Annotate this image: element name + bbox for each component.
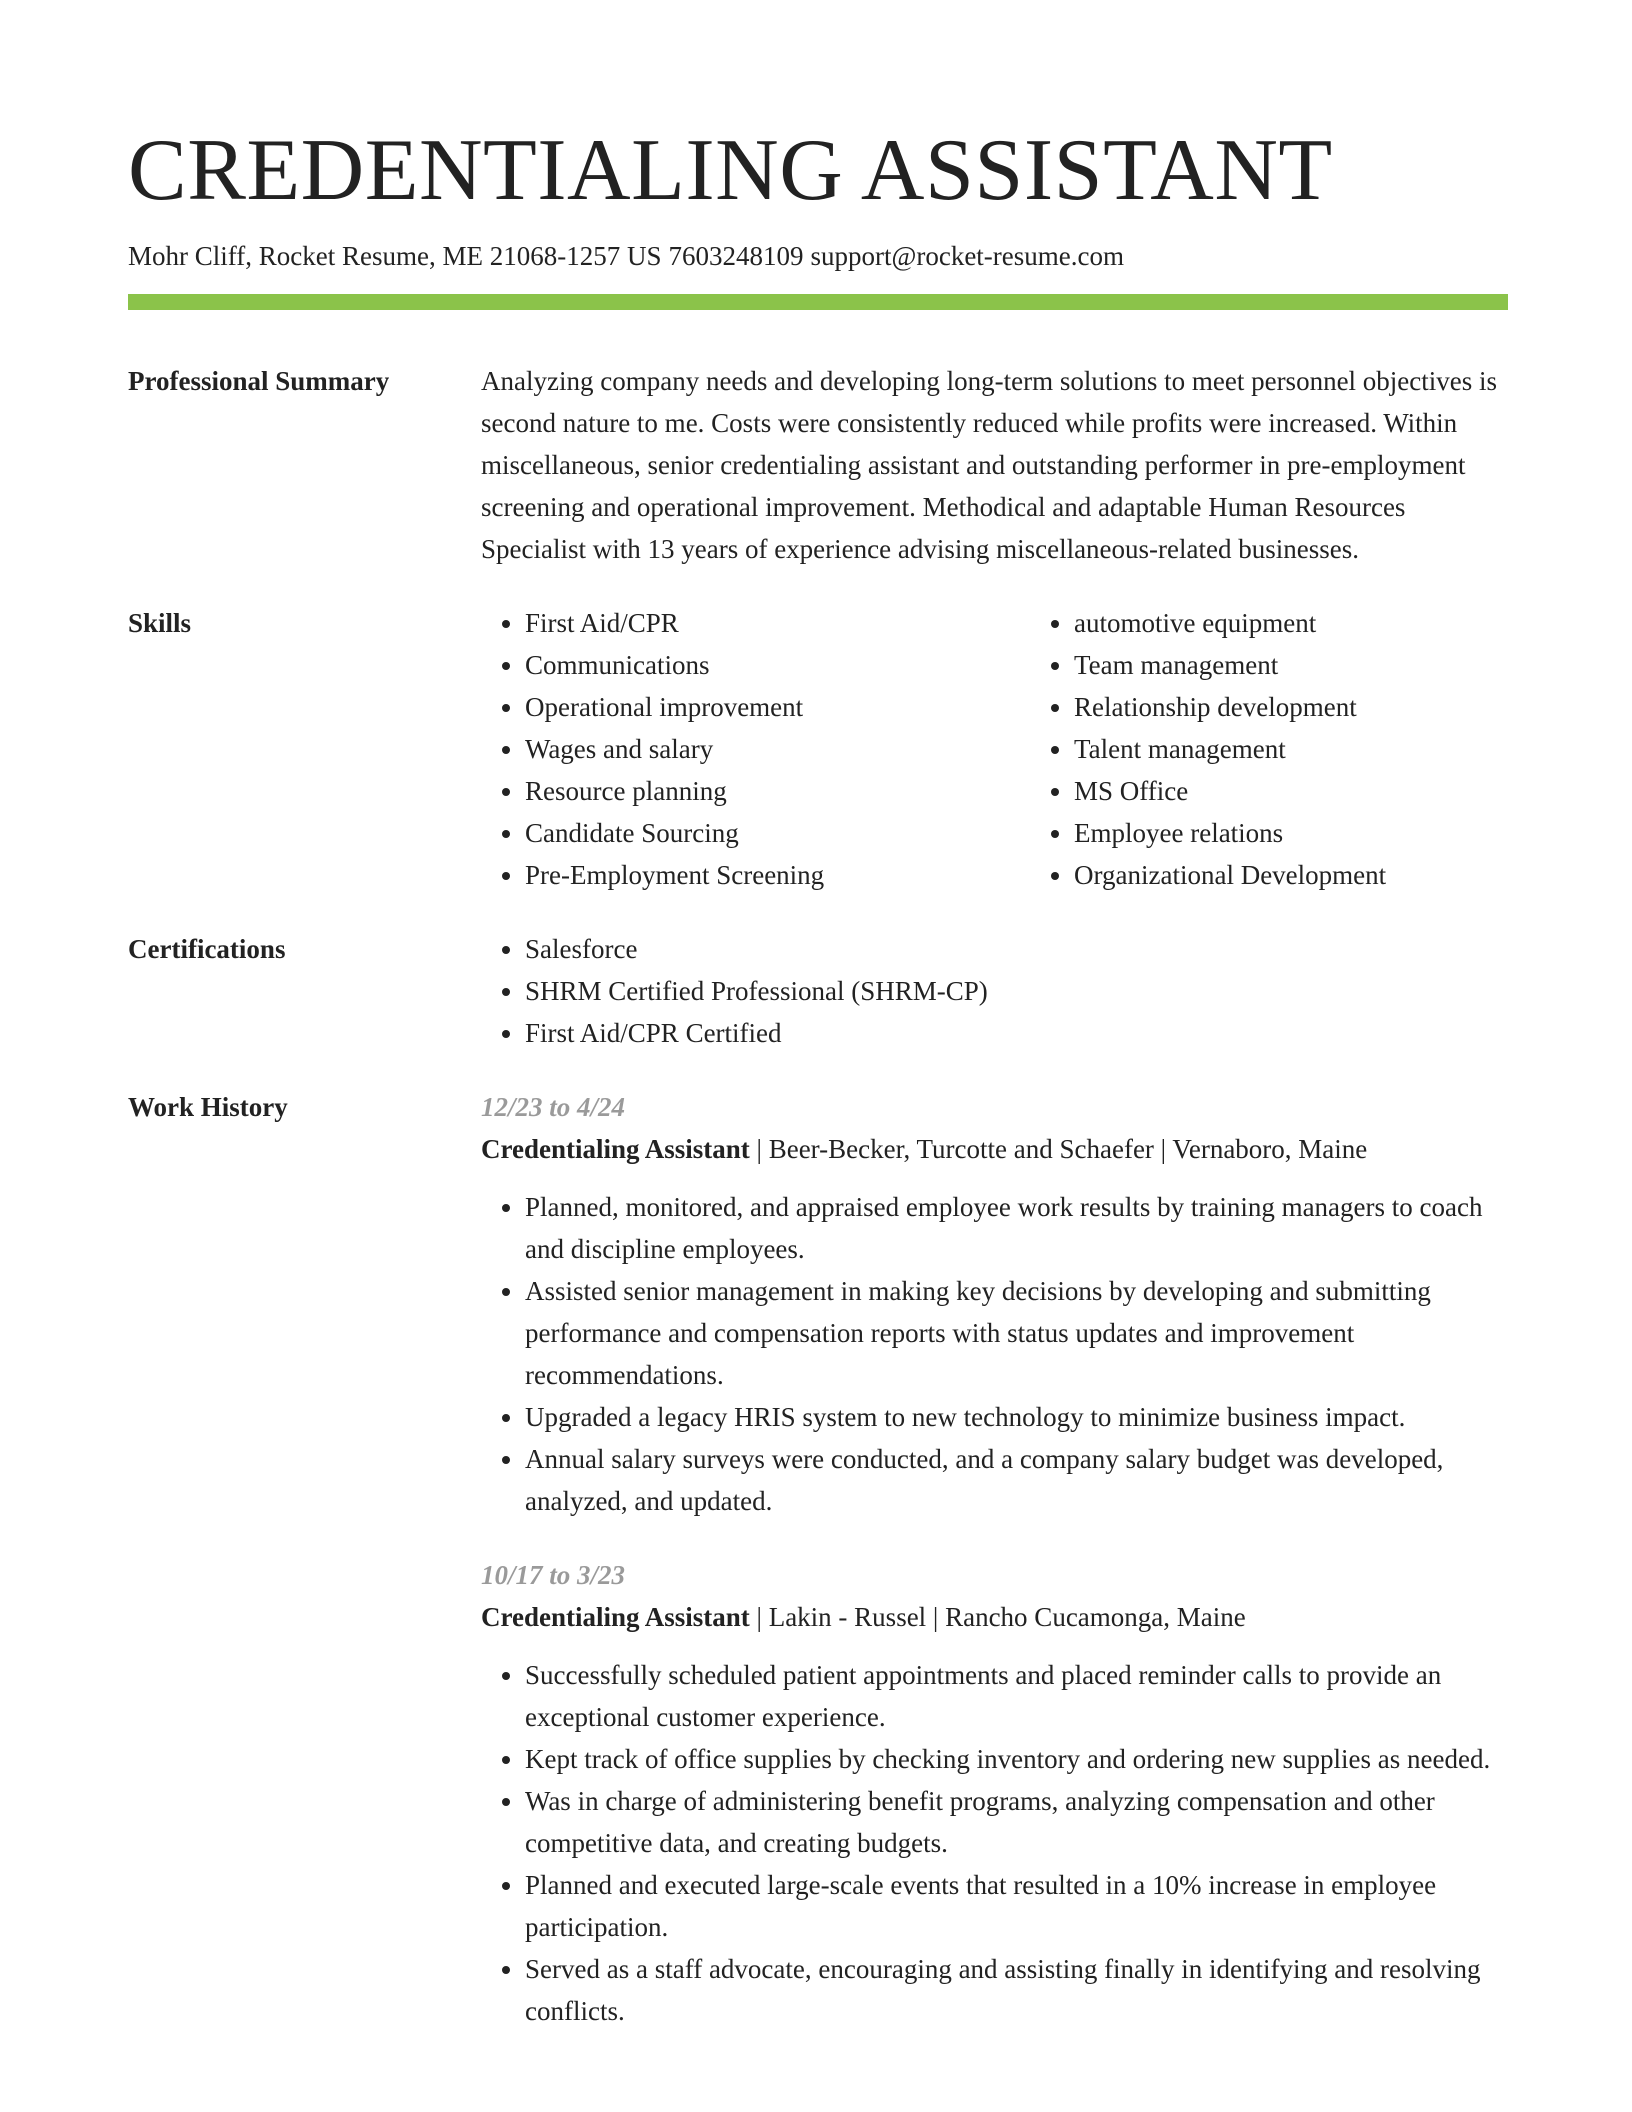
work-history-body xyxy=(481,1086,1508,2032)
summary-section xyxy=(128,360,1508,570)
skill-item: • Wages and salary xyxy=(525,728,1030,770)
skill-item: • Relationship development xyxy=(1074,686,1508,728)
certification-item: • First Aid/CPR Certified xyxy=(525,1012,1508,1054)
summary-text: Analyzing company needs and developing long-term solutions to meet personnel objectives is second nature to me. Costs were consistently reduced while profits were increased. Within miscellaneous, senior credentialing assistant and outstanding performer in pre-employment screening and operational improvement. Methodical and adaptable Human Resources Specialist with 13 years of experience advising miscellaneous-related businesses. xyxy=(481,366,1498,564)
certifications-section xyxy=(128,928,1508,1054)
job-bullet: • Was in charge of administering benefit programs, analyzing compensation and other competitive data, and creating budgets. xyxy=(525,1780,1508,1864)
certification-item: • Salesforce xyxy=(525,928,1508,970)
skill-item: • Talent management xyxy=(1074,728,1508,770)
certifications-body xyxy=(481,928,1508,1054)
job-entry xyxy=(481,1554,1508,2032)
job-bullet: • Planned and executed large-scale events that resulted in a 10% increase in employee participation. xyxy=(525,1864,1508,1948)
job-heading xyxy=(481,1596,1508,1638)
summary-body xyxy=(481,360,1508,570)
resume-page xyxy=(128,0,1508,2032)
certifications-list xyxy=(481,928,1508,1054)
section-title-work-history: Work History xyxy=(128,1092,288,1122)
job-dates: 12/23 to 4/24 xyxy=(481,1092,626,1122)
skill-item: • Resource planning xyxy=(525,770,1030,812)
job-title: Credentialing Assistant xyxy=(481,1602,750,1632)
job-bullets xyxy=(481,1186,1508,1522)
resume-name: CREDENTIALING ASSISTANT xyxy=(128,122,1333,219)
job-dates: 10/17 to 3/23 xyxy=(481,1560,626,1590)
header-divider xyxy=(128,294,1508,310)
skill-item: • Organizational Development xyxy=(1074,854,1508,896)
job-details: | Beer-Becker, Turcotte and Schaefer | Vernaboro, Maine xyxy=(749,1134,1368,1164)
job-heading xyxy=(481,1128,1508,1170)
section-title-summary: Professional Summary xyxy=(128,366,390,396)
job-bullet: • Kept track of office supplies by checking inventory and ordering new supplies as needed. xyxy=(525,1738,1508,1780)
skill-item: • Pre-Employment Screening xyxy=(525,854,1030,896)
skill-item: • automotive equipment xyxy=(1074,602,1508,644)
contact-phone: 7603248109 xyxy=(668,241,804,271)
skills-list-right xyxy=(1030,602,1508,896)
skill-item: • First Aid/CPR xyxy=(525,602,1030,644)
contact-address: Mohr Cliff, Rocket Resume, ME 21068-1257 US xyxy=(128,241,662,271)
job-entry xyxy=(481,1086,1508,1522)
skills-body xyxy=(481,602,1508,896)
skill-item: • Employee relations xyxy=(1074,812,1508,854)
skill-item: • Communications xyxy=(525,644,1030,686)
skill-item: • Operational improvement xyxy=(525,686,1030,728)
job-bullet: • Upgraded a legacy HRIS system to new technology to minimize business impact. xyxy=(525,1396,1508,1438)
job-bullets xyxy=(481,1654,1508,2032)
section-title-skills: Skills xyxy=(128,608,192,638)
job-details: | Lakin - Russel | Rancho Cucamonga, Maine xyxy=(749,1602,1246,1632)
skill-item: • Team management xyxy=(1074,644,1508,686)
job-bullet: • Served as a staff advocate, encouraging and assisting finally in identifying and resolving conflicts. xyxy=(525,1948,1508,2032)
skill-item: • Candidate Sourcing xyxy=(525,812,1030,854)
section-title-certifications: Certifications xyxy=(128,934,286,964)
skills-section xyxy=(128,602,1508,896)
contact-line xyxy=(128,238,1508,274)
work-history-section xyxy=(128,1086,1508,2032)
job-bullet: • Assisted senior management in making key decisions by developing and submitting performance and compensation reports with status updates and improvement recommendations. xyxy=(525,1270,1508,1396)
skills-list-left xyxy=(481,602,1030,896)
skill-item: • MS Office xyxy=(1074,770,1508,812)
certification-item: • SHRM Certified Professional (SHRM-CP) xyxy=(525,970,1508,1012)
job-title: Credentialing Assistant xyxy=(481,1134,750,1164)
job-bullet: • Successfully scheduled patient appointments and placed reminder calls to provide an exceptional customer experience. xyxy=(525,1654,1508,1738)
job-bullet: • Annual salary surveys were conducted, and a company salary budget was developed, analyzed, and updated. xyxy=(525,1438,1508,1522)
job-bullet: • Planned, monitored, and appraised employee work results by training managers to coach and discipline employees. xyxy=(525,1186,1508,1270)
contact-email: support@rocket-resume.com xyxy=(810,241,1125,271)
